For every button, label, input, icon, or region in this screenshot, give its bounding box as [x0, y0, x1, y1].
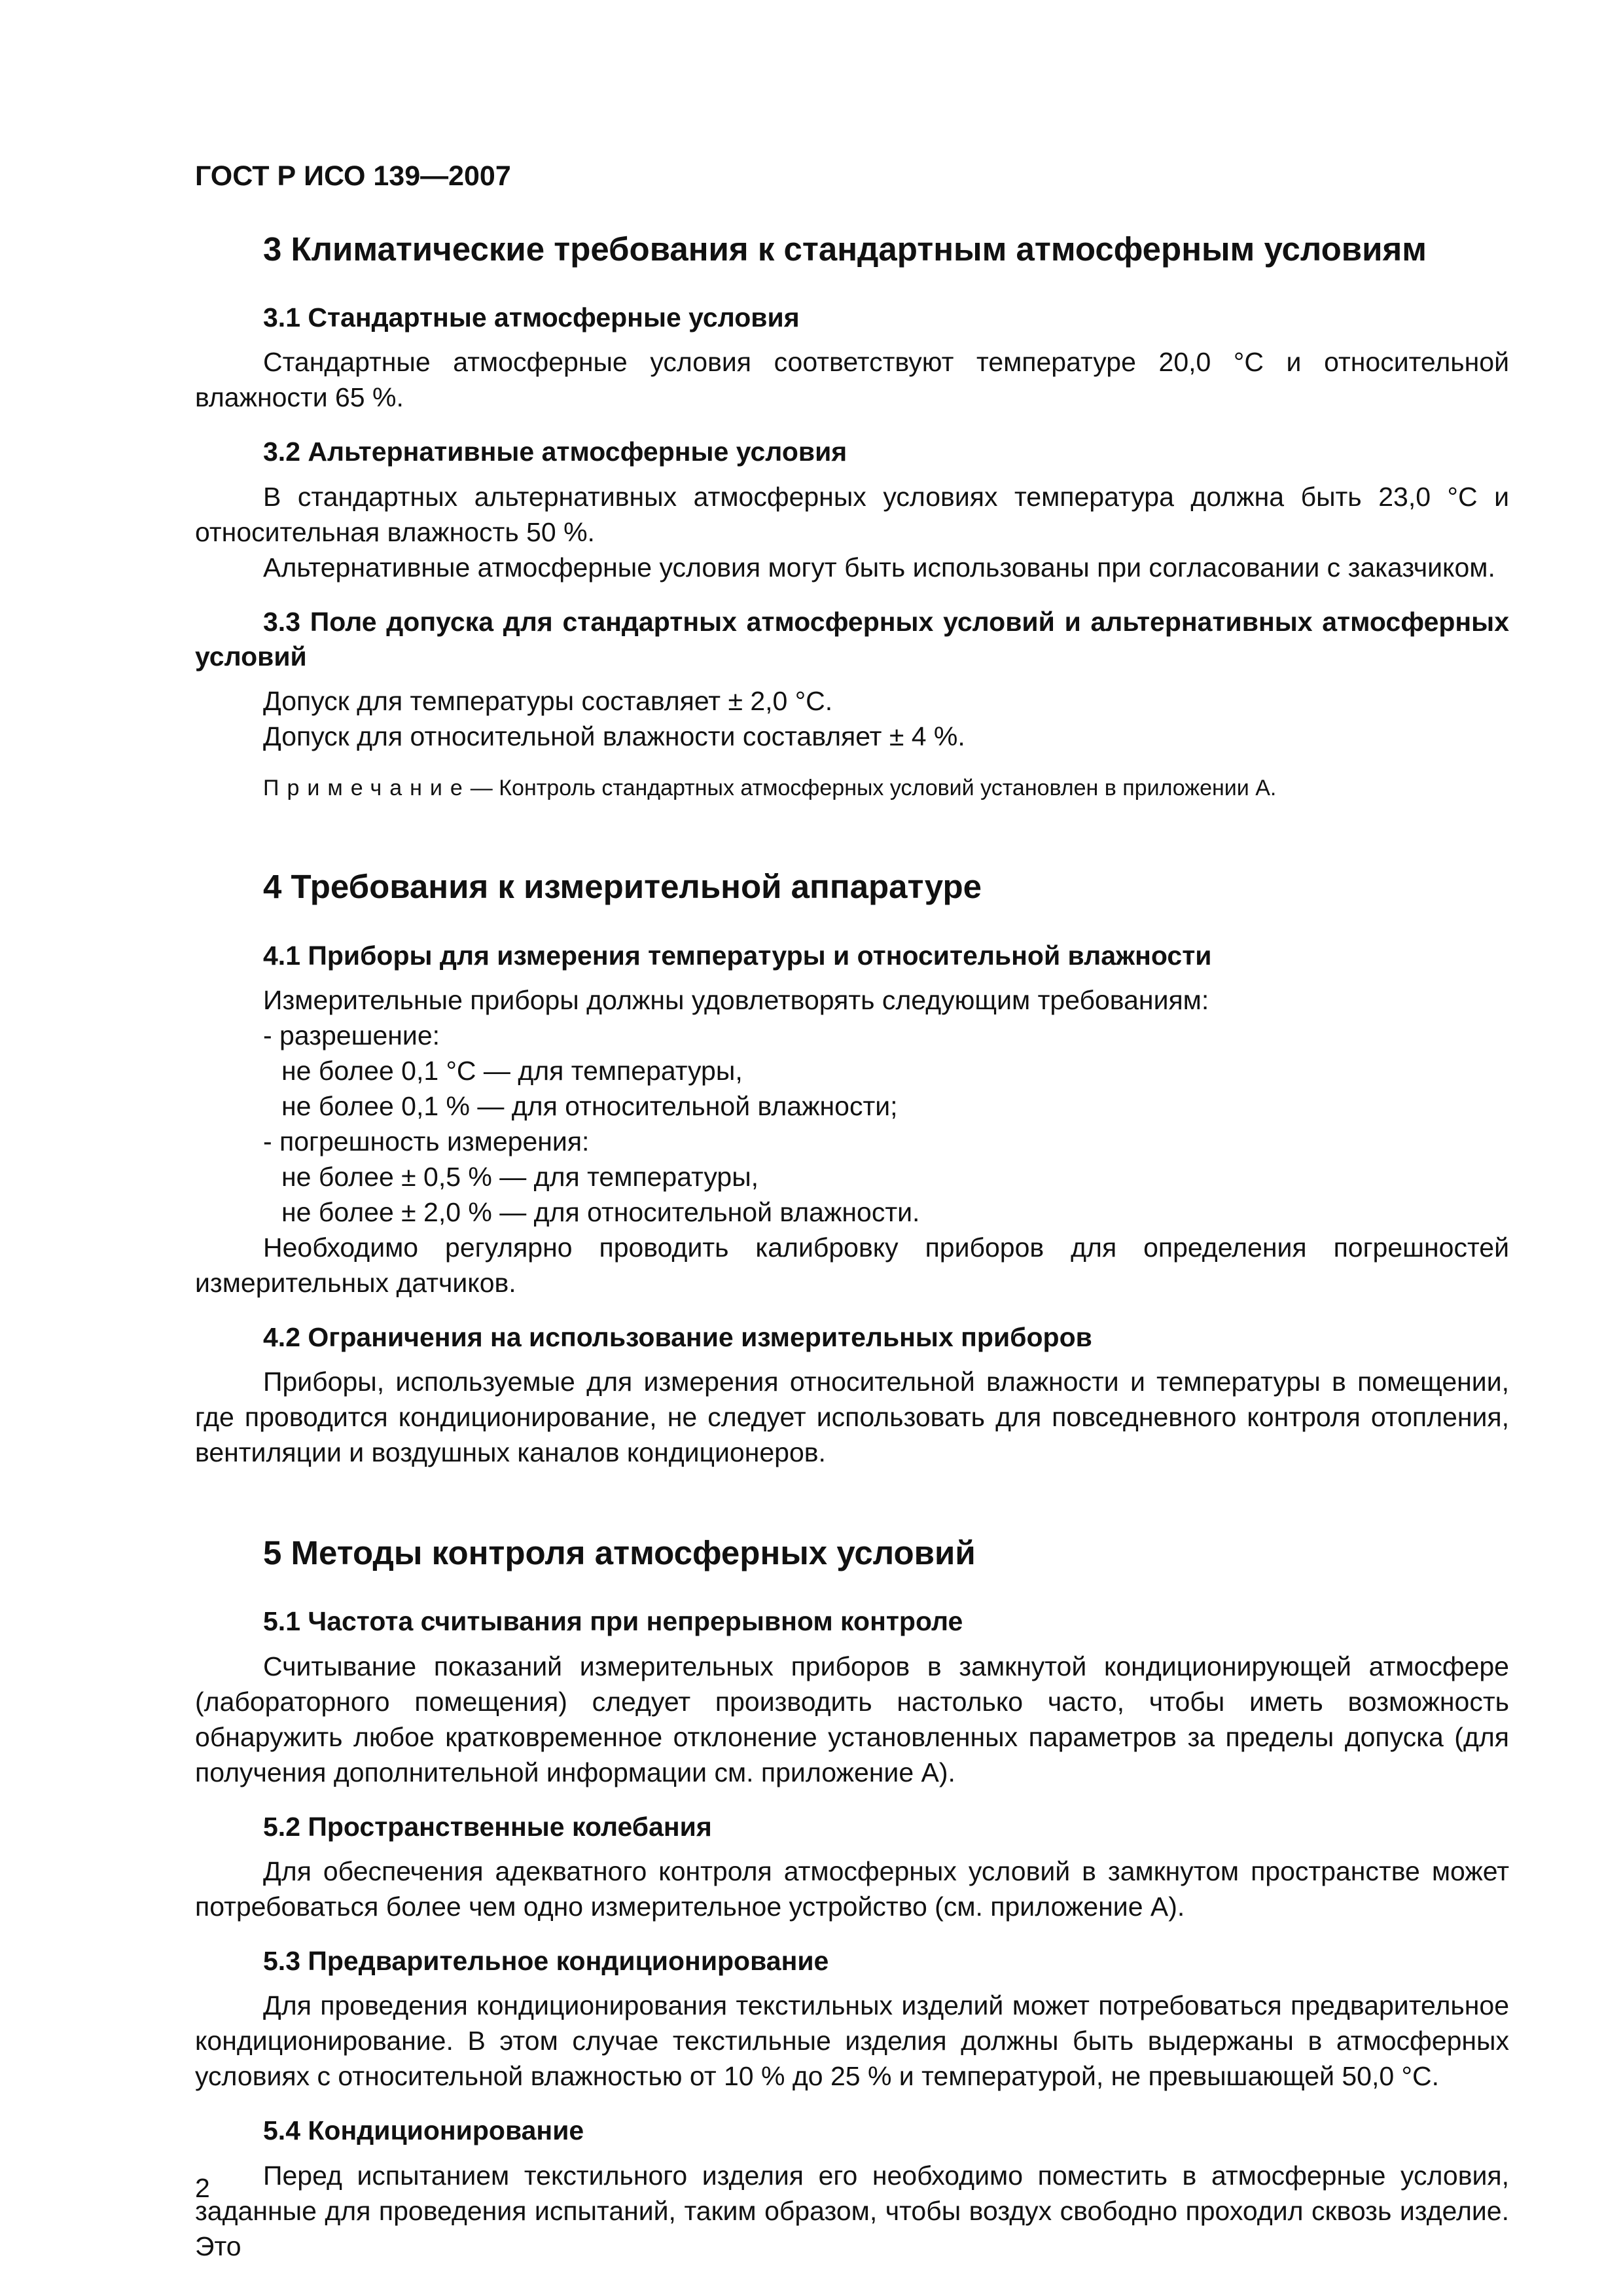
subsection-5-1-text: Считывание показаний измерительных приборов в замкнутой кондиционирующей атмосфере (лабораторного помещения) следует производить настолько часто, чтобы иметь возможность обнаружить любое кратковременное отклонение установленных параметров за пределы допуска (для получения дополнительной информации см. приложение А). — [195, 1651, 1509, 1787]
subsection-5-4-text: Перед испытанием текстильного изделия его необходимо поместить в атмосферные условия, заданные для проведения испытаний, таким образом, чтобы воздух свободно проходил сквозь изделие. Это — [195, 2160, 1509, 2261]
subsection-3-3-title: 3.3 Поле допуска для стандартных атмосферных условий и альтернативных атмосферных условий — [195, 606, 1509, 672]
running-header: ГОСТ Р ИСО 139—2007 — [195, 160, 511, 192]
note-text: — Контроль стандартных атмосферных условий установлен в приложении А. — [470, 776, 1277, 801]
subsection-4-2-text: Приборы, используемые для измерения относительной влажности и температуры в помещении, где проводится кондиционирование, не следует использовать для повседневного контроля отопления, вентиляции и воздушных каналов кондиционеров. — [195, 1367, 1509, 1468]
subsection-3-2-text-1: В стандартных альтернативных атмосферных условиях температура должна быть 23,0 °С и относительная влажность 50 %. — [195, 481, 1509, 547]
list-item: не более ± 0,5 % — для температуры, — [281, 1161, 759, 1192]
subsection-5-3-text: Для проведения кондиционирования текстильных изделий может потребоваться предварительное кондиционирование. В этом случае текстильные изделия должны быть выдержаны в атмосферных условиях с относительной влажностью от 10 % до 25 % и температурой, не превышающей 50,0 °С. — [195, 1990, 1509, 2092]
subsection-4-2-title: 4.2 Ограничения на использование измерительных приборов — [263, 1321, 1092, 1352]
subsection-5-4-title: 5.4 Кондиционирование — [263, 2115, 584, 2146]
list-item: - разрешение: — [263, 1020, 440, 1050]
section-5-title: 5 Методы контроля атмосферных условий — [263, 1534, 976, 1572]
list-item: - погрешность измерения: — [263, 1126, 590, 1157]
page-number: 2 — [195, 2173, 210, 2203]
list-item: не более 0,1 °С — для температуры, — [281, 1055, 743, 1086]
subsection-4-1-intro: Измерительные приборы должны удовлетворять следующим требованиям: — [263, 984, 1209, 1015]
subsection-4-1-title: 4.1 Приборы для измерения температуры и относительной влажности — [263, 940, 1212, 971]
section-4-title: 4 Требования к измерительной аппаратуре — [263, 868, 982, 906]
subsection-4-1-text: Необходимо регулярно проводить калибровку приборов для определения погрешностей измерительных датчиков. — [195, 1232, 1509, 1298]
subsection-3-2-title: 3.2 Альтернативные атмосферные условия — [263, 437, 847, 467]
subsection-5-2-title: 5.2 Пространственные колебания — [263, 1811, 712, 1842]
subsection-3-3-line-2: Допуск для относительной влажности составляет ± 4 %. — [263, 721, 965, 752]
subsection-5-2-text: Для обеспечения адекватного контроля атмосферных условий в замкнутом пространстве может потребоваться более чем одно измерительное устройство (см. приложение А). — [195, 1856, 1509, 1922]
list-item: не более 0,1 % — для относительной влажности; — [281, 1090, 898, 1121]
list-item: не более ± 2,0 % — для относительной влажности. — [281, 1196, 920, 1227]
subsection-5-1-title: 5.1 Частота считывания при непрерывном контроле — [263, 1606, 963, 1637]
note — [263, 772, 1509, 804]
subsection-3-1-title: 3.1 Стандартные атмосферные условия — [263, 302, 800, 333]
subsection-3-2-text-2: Альтернативные атмосферные условия могут быть использованы при согласовании с заказчиком. — [263, 552, 1495, 583]
section-3-title: 3 Климатические требования к стандартным атмосферным условиям — [263, 230, 1427, 268]
subsection-3-1-text: Стандартные атмосферные условия соответствуют температуре 20,0 °С и относительной влажности 65 %. — [195, 347, 1509, 413]
subsection-3-3-line-1: Допуск для температуры составляет ± 2,0 °С. — [263, 686, 833, 717]
document-page — [195, 160, 1509, 2264]
subsection-5-3-title: 5.3 Предварительное кондиционирование — [263, 1945, 829, 1976]
note-label: Примечание — [263, 776, 471, 801]
